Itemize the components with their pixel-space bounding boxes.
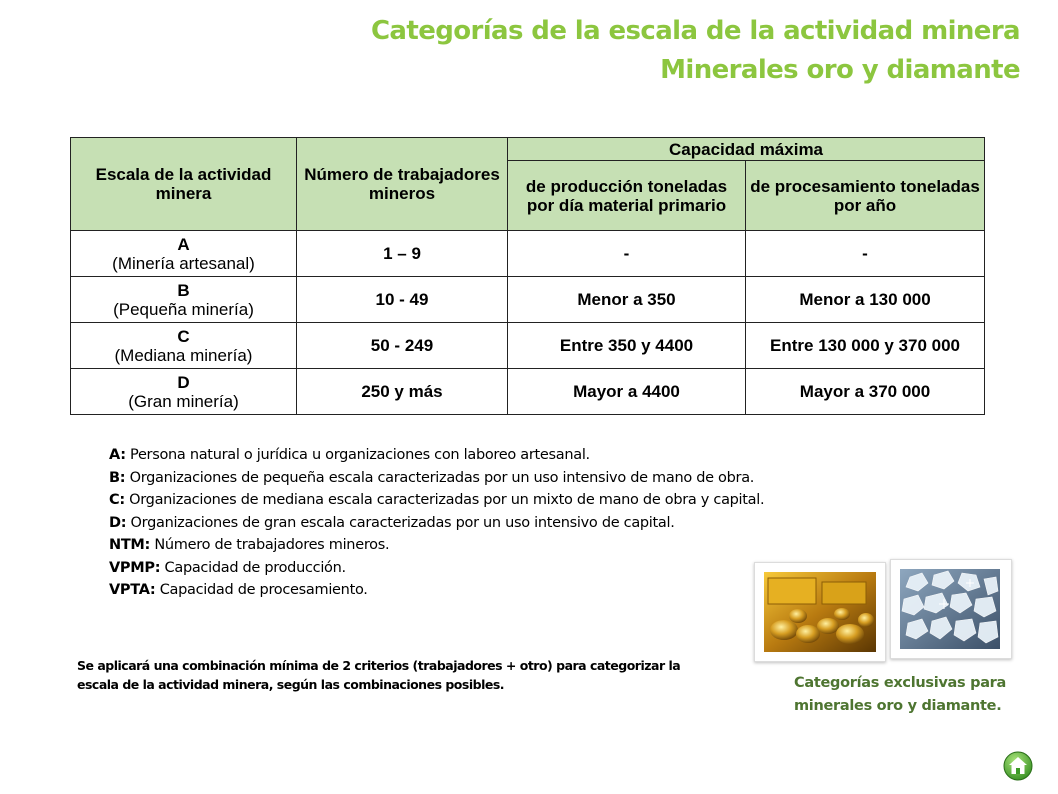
gold-photo [754, 562, 886, 662]
definition-term: D: [109, 514, 127, 531]
workers-cell: 1 – 9 [297, 231, 508, 277]
processing-cell: Entre 130 000 y 370 000 [746, 323, 985, 369]
definition-item [109, 579, 764, 602]
gold-nuggets-image [764, 572, 876, 652]
table-row [71, 231, 985, 277]
header-scale: Escala de la actividad minera [71, 138, 297, 231]
category-letter: D [177, 372, 190, 392]
header-capacity: Capacidad máxima [508, 138, 985, 161]
definition-text: Organizaciones de mediana escala caracterizadas por un mixto de mano de obra y capital. [124, 492, 765, 508]
category-letter: C [177, 326, 190, 346]
definition-item [109, 489, 764, 512]
definition-term: C: [109, 492, 125, 508]
production-cell: - [508, 231, 746, 277]
category-cell [71, 231, 297, 277]
processing-cell: - [746, 231, 985, 277]
definition-term: A: [109, 447, 126, 463]
workers-cell: 50 - 249 [297, 323, 508, 369]
page-title [371, 12, 1020, 90]
definition-term: B: [109, 469, 126, 486]
category-name: (Pequeña minería) [113, 299, 254, 319]
category-cell [71, 323, 297, 369]
diamonds-image [900, 569, 1000, 649]
definition-item [109, 534, 764, 557]
table-row [71, 277, 985, 323]
category-name: (Mediana minería) [114, 345, 253, 365]
definition-text: Número de trabajadores mineros. [150, 537, 390, 553]
title-line-1: Categorías de la escala de la actividad minera [370, 16, 1020, 46]
definition-term: VPMP: [109, 559, 161, 576]
caption-line-1: Categorías exclusivas para [794, 675, 1007, 691]
home-icon [1003, 751, 1033, 781]
definition-text: Organizaciones de gran escala caracterizadas por un uso intensivo de capital. [126, 514, 675, 531]
home-button[interactable] [1003, 751, 1033, 781]
mining-scale-table [70, 137, 985, 415]
production-cell: Entre 350 y 4400 [508, 323, 746, 369]
category-letter: B [177, 280, 190, 300]
photos-caption [794, 672, 1006, 718]
category-cell [71, 277, 297, 323]
header-workers: Número de trabajadores mineros [297, 138, 508, 231]
processing-cell: Menor a 130 000 [746, 277, 985, 323]
header-production: de producción toneladas por día material primario [508, 161, 746, 231]
table-row [71, 323, 985, 369]
header-processing: de procesamiento toneladas por año [746, 161, 985, 231]
definition-text: Organizaciones de pequeña escala caracterizadas por un uso intensivo de mano de obra. [125, 469, 755, 486]
definition-text: Capacidad de producción. [160, 559, 346, 576]
definition-item [109, 557, 764, 580]
definition-term: NTM: [109, 537, 151, 553]
definition-item [109, 444, 764, 467]
diamond-photo [890, 559, 1012, 659]
caption-line-2: minerales oro y diamante. [794, 698, 1002, 714]
definition-text: Persona natural o jurídica u organizaciones con laboreo artesanal. [125, 447, 590, 463]
criteria-note: Se aplicará una combinación mínima de 2 criterios (trabajadores + otro) para categorizar la escala de la actividad minera, según las combinaciones posibles. [77, 658, 681, 692]
production-cell: Mayor a 4400 [508, 369, 746, 415]
production-cell: Menor a 350 [508, 277, 746, 323]
definition-item [109, 467, 764, 490]
definition-text: Capacidad de procesamiento. [155, 582, 368, 598]
definition-term: VPTA: [109, 582, 156, 598]
definitions-list [109, 444, 764, 602]
category-letter: A [177, 234, 190, 254]
processing-cell: Mayor a 370 000 [746, 369, 985, 415]
title-line-2: Minerales oro y diamante [660, 55, 1020, 85]
workers-cell: 250 y más [297, 369, 508, 415]
definition-item [109, 512, 764, 535]
category-name: (Minería artesanal) [112, 253, 255, 273]
category-cell [71, 369, 297, 415]
category-name: (Gran minería) [128, 391, 239, 411]
table-row [71, 369, 985, 415]
workers-cell: 10 - 49 [297, 277, 508, 323]
